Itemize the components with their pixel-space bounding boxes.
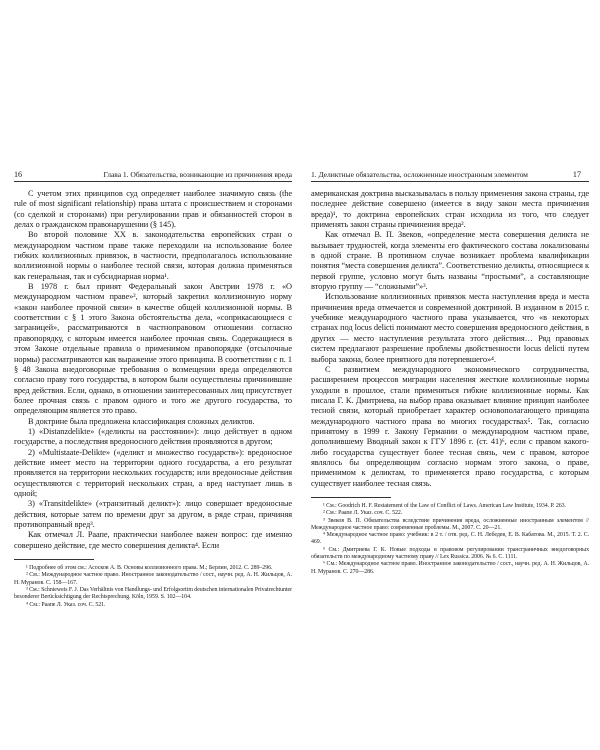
paragraph: Как отмечал В. П. Звеков, «определение места совершения деликта не вызывает трудностей, когда элементы его фактического состава локализованы в одной стране. В противном случае возникает проблема квалификации понятия “места совершения деликта”. Соответственно деликты, относящиеся к первой группе, условно могут быть названы “простыми”, а составляющие вторую группу — “сложными”»³. bbox=[311, 230, 589, 292]
footnote: ³ См.: Schnieweis F. J. Das Verhältnis von Handlungs- und Erfolgsortim deutschen internationalen Privatrechtunter besonderer Berücksichtigung der Rechtsprechung. Köln, 1959. S. 102—104. bbox=[14, 586, 292, 601]
running-header bbox=[14, 170, 292, 182]
right-page bbox=[311, 170, 589, 576]
paragraph: 3) «Transitdelikte» («транзитный деликт»): лицо совершает вредоносные действия, которые затем по времени друг за другом, в ряде стран, причиняя противоправный вред³. bbox=[14, 499, 292, 529]
body-text bbox=[14, 189, 292, 551]
footnote-divider bbox=[14, 559, 94, 560]
paragraph: Как отмечал Л. Раапе, практически наиболее важен вопрос: где именно совершено действие, где место совершения деликта⁴. Если bbox=[14, 530, 292, 550]
footnotes bbox=[311, 503, 589, 576]
paragraph: В 1978 г. был принят Федеральный закон Австрии 1978 г. «О международном частном праве»², который закрепил коллизионную норму «закон наиболее прочной связи» в качестве общей коллизионной нормы. В соответствии с § 1 этого Закона обстоятельства дела, «соприкасающиеся с заграницей», рассматриваются в частноправовом отношении согласно правопорядку, с которым имеется наиболее прочная связь. Содержащиеся в этом Законе отдельные правила о применимом правопорядке (отсылочные нормы) рассматриваются как выражение этого принципа. В соответствии с п. 1 § 48 Закона внедоговорные требования о возмещении вреда определяются согласно праву того государства, в котором были осуществлены причинившие вред действия. Если, однако, в отношении заинтересованных лиц присутствует более прочная связь с правом одного и того же другого государства, то определяющим является это право. bbox=[14, 282, 292, 416]
footnote: ⁶ См.: Международное частное право. Иностранное законодательство / сост., научн. ред. А. Н. Жильцов, А. Н. Муранов. С. 270—286. bbox=[311, 561, 589, 575]
paragraph: Использование коллизионных привязок места наступления вреда и места причинения вреда отмечается и современной доктриной. В изданном в 2015 г. учебнике международного частного права указывается, что «в некоторых странах под locus delicti понимают место совершения вредоносного действия, в других — место наступления результата этого действия… Ряд правовых систем предлагают разрешение проблемы двойственности locus delicti путем выбора закона, более приятного для потерпевшего»⁴. bbox=[311, 292, 589, 364]
paragraph: С развитием международного экономического сотрудничества, расширением процессов миграции населения жесткие коллизионные нормы уходили в прошлое, стали применяться гибкие коллизионные нормы. Как писала Г. К. Дмитриева, на выбор права оказывает влияние принцип наиболее тесной связи, который приобретает характер основополагающего принципа международного частного права во многих государствах⁵. Так, согласно принятому в 1999 г. Закону Германии о международном частном праве, дополнившему Вводный закон к ГГУ 1896 г. (ст. 41)⁶, если с правом какого-либо государства существует более тесная связь, чем с правом, которое являлось бы определяющим согласно нормам этого закона, о праве, применимом к деликтам, то применяется право государства, с которым существует наиболее тесная связь. bbox=[311, 364, 589, 488]
footnote: ² См.: Международное частное право. Иностранное законодательство / сост., научн. ред. А. Н. Жильцов, А. Н. Муранов. С. 158—167. bbox=[14, 572, 292, 586]
footnote: ⁴ Международное частное право: учебник: в 2 т. / отв. ред. С. Н. Лебедев, Е. В. Кабатова. М., 2015. Т. 2. С. 469. bbox=[311, 532, 589, 546]
footnote: ⁴ См.: Раапе Л. Указ. соч. С. 521. bbox=[26, 601, 106, 608]
footnotes bbox=[14, 565, 292, 609]
running-header bbox=[311, 170, 589, 182]
footnote: ² См.: Раапе Л. Указ. соч. С. 522. bbox=[323, 510, 403, 517]
paragraph: 2) «Multistaate-Delikte» («деликт и множество государств»): вредоносное действие имеет место на территории одного государства, а его результат проявляется на территории нескольких государств; или вредоносные действия осуществляются с территорий нескольких стран, а вред наступает лишь в одной; bbox=[14, 447, 292, 498]
left-page bbox=[14, 170, 292, 609]
footnote: ³ Звеков В. П. Обязательства вследствие причинения вреда, осложненные иностранным элементом // Международное частное право: современные проблемы. М., 2007. С. 20—21. bbox=[311, 517, 589, 531]
chapter-header: Глава 1. Обязательства, возникающие из причинения вреда bbox=[103, 170, 292, 179]
body-text bbox=[311, 189, 589, 489]
paragraph: американская доктрина высказывалась в пользу применения закона страны, где последнее действие совершено (имеется в виду закон места причинения вреда)¹, то доктрина европейских стран исходила из того, что следует применять закон страны причинения вреда². bbox=[311, 189, 589, 230]
footnote: ¹ См.: Goodrich H. F. Restatement of the Law of Conflict of Laws. American Law Institute, 1934. P. 263. bbox=[323, 502, 566, 509]
paragraph: 1) «Distanzdelikte» («деликты на расстоянии»): лицо действует в одном государстве, а последствия вредоносного действия проявляются в другом; bbox=[14, 426, 292, 447]
footnote: ⁵ См.: Дмитриева Г. К. Новые подходы в правовом регулировании трансграничных внедоговорных обязательств по международному частному праву // Lex Russica. 2006. № 6. С. 1111. bbox=[311, 546, 589, 561]
footnote: ¹ Подробнее об этом см.: Асосков А. В. Основы коллизионного права. М.; Берлин, 2012. С. 289–296. bbox=[26, 565, 273, 572]
paragraph: Во второй половине XX в. законодательства европейских стран о международном частном праве также переходили на использование более гибких коллизионных привязок, в частности, предполагалось использование коллизионной нормы о наиболее тесной связи, которая должна применяться как генеральная, так и субсидиарная норма¹. bbox=[14, 230, 292, 281]
page-number: 17 bbox=[572, 170, 581, 179]
paragraph: В доктрине была предложена классификация сложных деликтов. bbox=[28, 416, 255, 426]
footnote-divider bbox=[311, 497, 391, 498]
paragraph: С учетом этих принципов суд определяет наиболее значимую связь (the rule of most significant relationship) права штата с происшествием и сторонами (со сделкой и сторонами) при регулировании прав и обязанностей сторон в делах о гражданском правонарушении (§ 145). bbox=[14, 189, 292, 230]
page-number: 16 bbox=[14, 170, 23, 179]
section-header: 1. Деликтные обязательства, осложненные иностранным элементом bbox=[311, 170, 528, 179]
